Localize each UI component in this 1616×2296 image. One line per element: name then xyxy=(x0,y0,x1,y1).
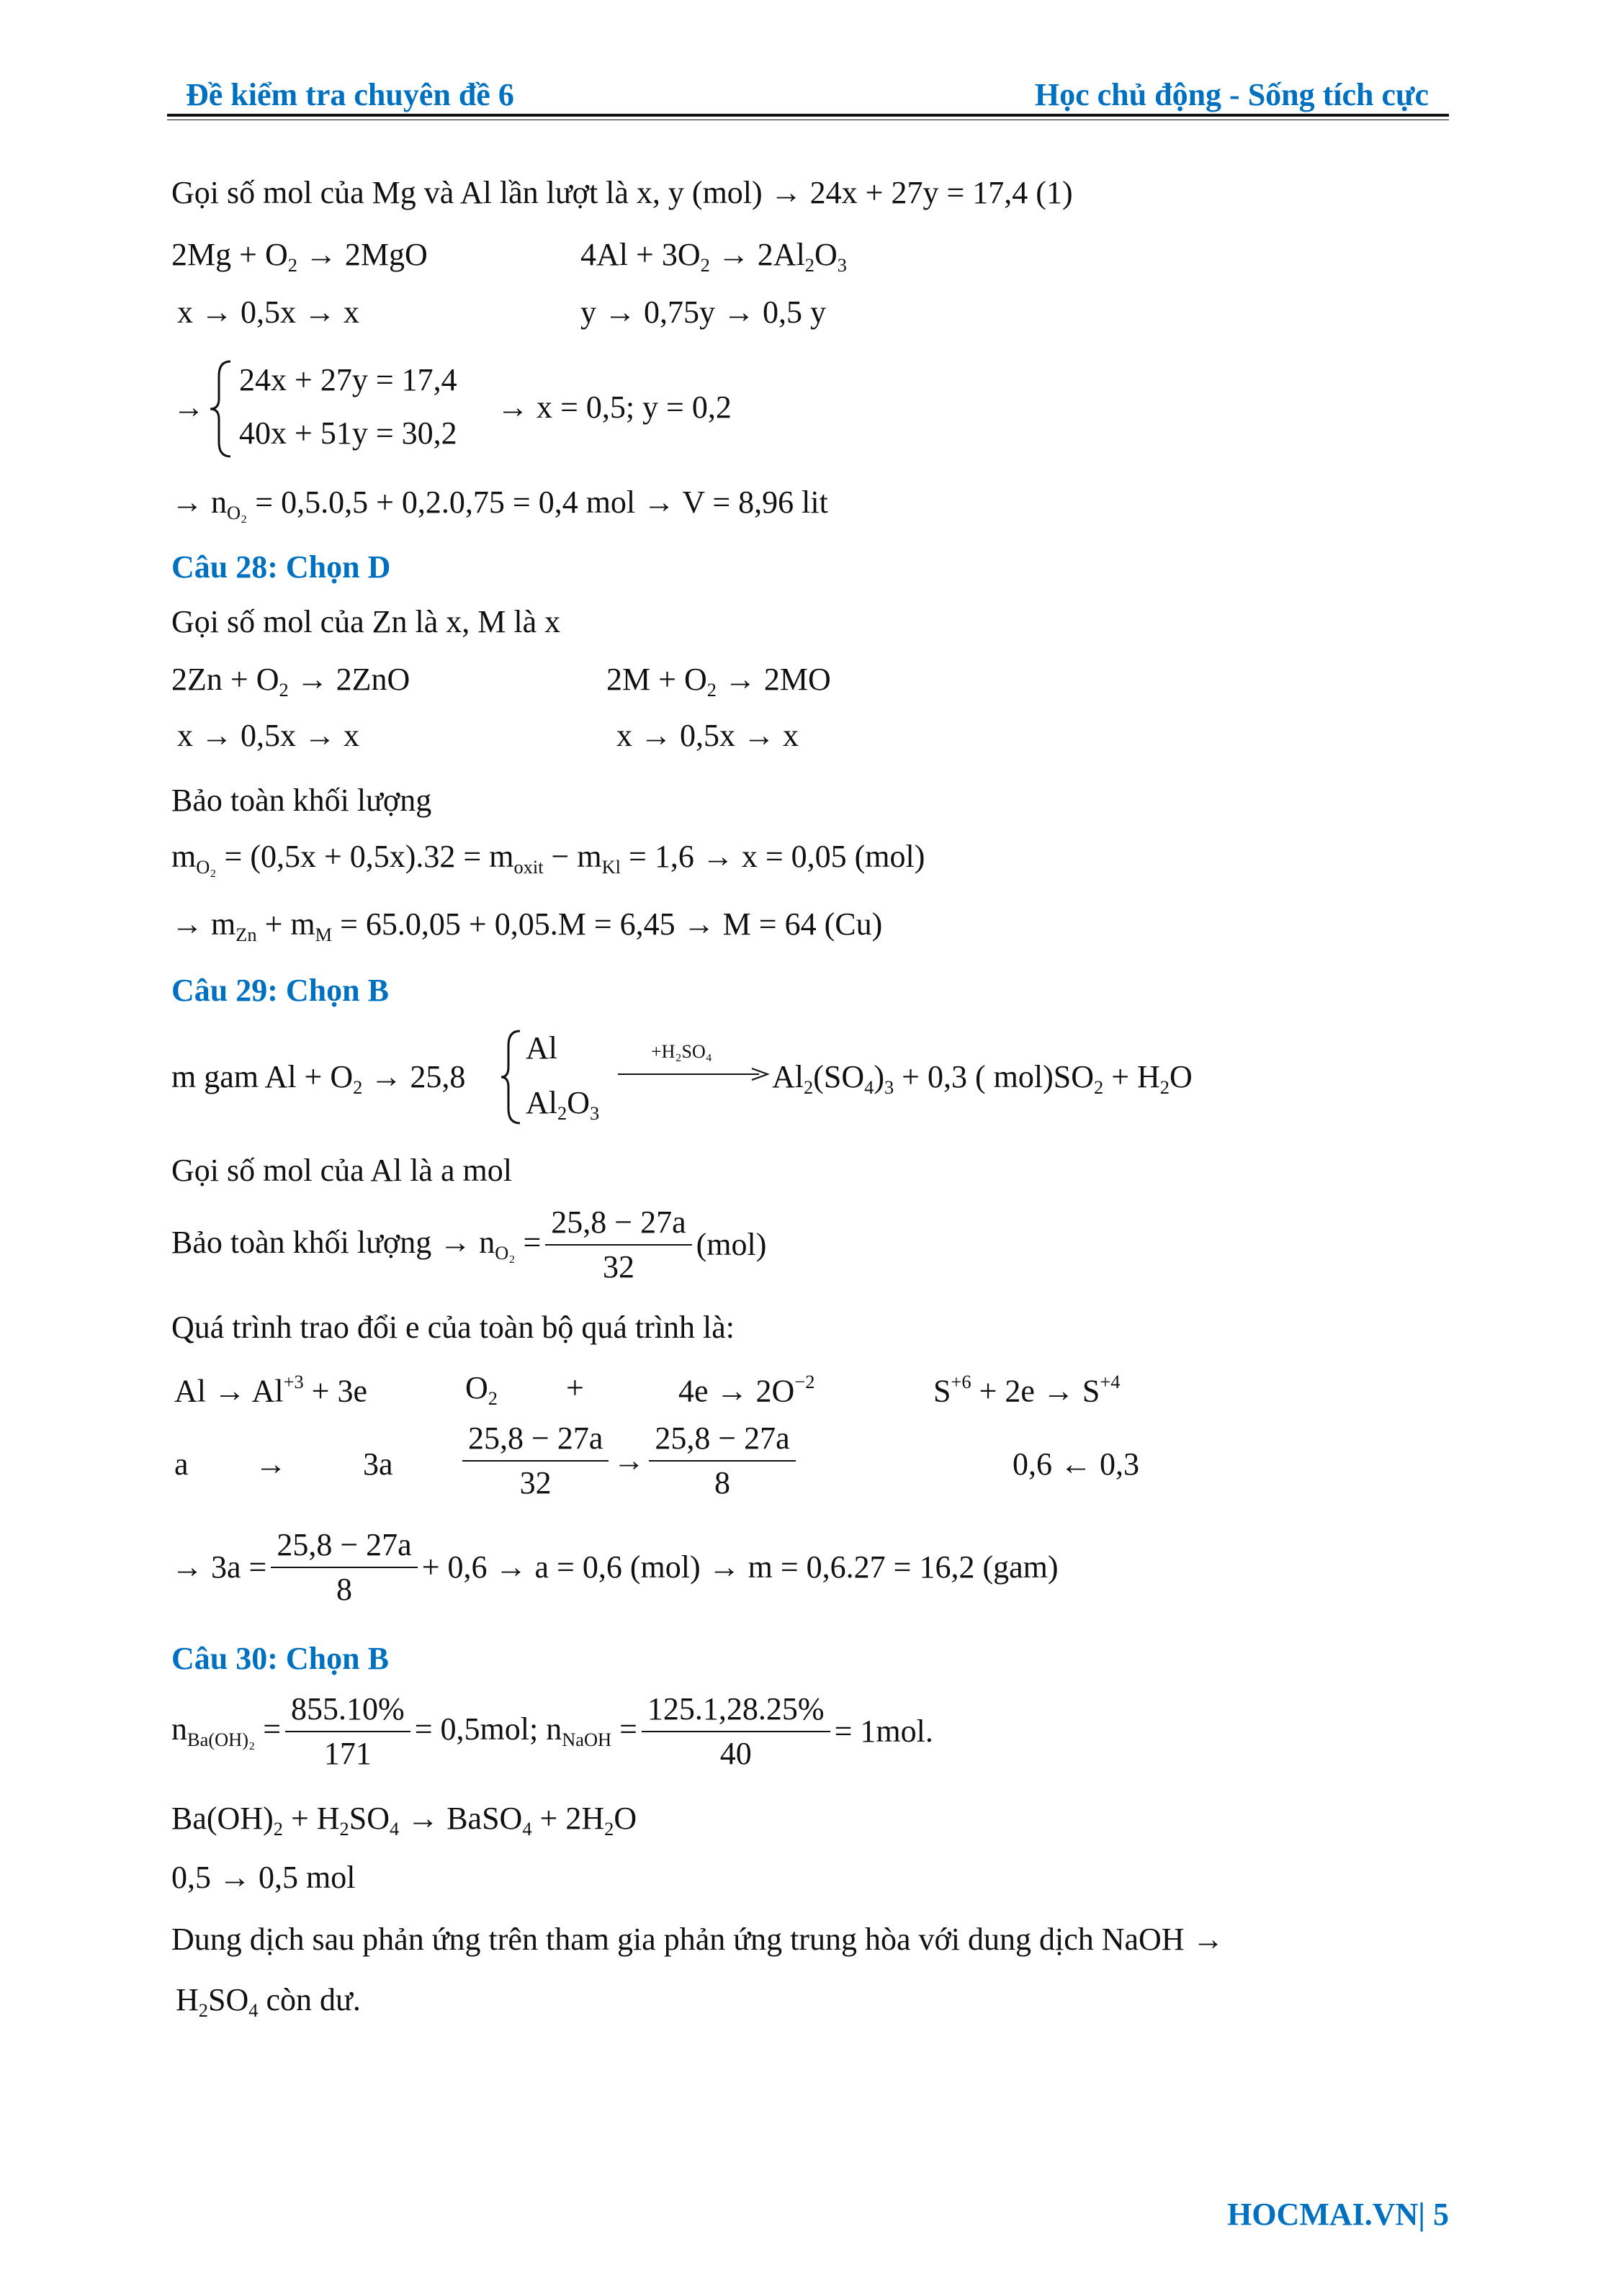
equation-mg: $2Mg + O_2 \to 2MgO$ xyxy=(171,237,428,276)
long-arrow-icon xyxy=(618,1067,771,1081)
equation-al: $4Al + 3O_2 \to 2Al_2O_3$ xyxy=(580,237,847,276)
text-line: Gọi số mol của Mg và Al lần lượt là x, y (mol) → 24x + 27y = 17,4 (1) xyxy=(171,175,1073,210)
question-30-heading: Câu 30: Chọn B xyxy=(171,1641,389,1676)
header-left: Đề kiểm tra chuyên đề 6 xyxy=(186,77,514,112)
question-29-heading: Câu 29: Chọn B xyxy=(171,973,389,1008)
half-reaction-o2: $O_2$ xyxy=(465,1370,498,1410)
mol-row-zn: x → 0,5x → x xyxy=(177,718,359,753)
reaction-products: $Al_2(SO_4)_3 + 0,3$ ( $mol)SO_2 + H_2O$ xyxy=(772,1059,1193,1099)
system-eq-2: 40x + 51y = 30,2 xyxy=(239,415,457,451)
text-line: Gọi số mol của Al là a mol xyxy=(171,1153,512,1188)
left-brace xyxy=(209,359,238,459)
footer-page-number: HOCMAI.VN| 5 xyxy=(1227,2197,1449,2232)
mol-row-baoh2: 0,5 → 0,5 mol xyxy=(171,1860,356,1895)
header-right: Học chủ động - Sống tích cực xyxy=(1034,77,1429,112)
mass-result-eq: → $m_{Zn} + m_M = 65.0,05 + 0,05.M = 6,45 \to M = 64$ (Cu) xyxy=(171,906,883,946)
text-line: Dung dịch sau phản ứng trên tham gia phản ứng trung hòa với dung dịch NaOH → xyxy=(171,1922,1224,1957)
equation-m: $2M + O_2 \to 2MO$ xyxy=(606,662,831,701)
mixture-al2o3: $Al_2O_3$ xyxy=(526,1085,600,1125)
mass-balance-eq: $m_{O_2} = (0,5x + 0,5x).32 = m_{oxit} - m_{Kl} = 1,6 \to x = 0,05$ (mol) xyxy=(171,839,925,878)
electron-balance-eq: → 3a = $\frac{25,8 - 27a}{8}$ + 0,6 → a = 0,6 (mol) → m = 0,6.27 = 16,2 (gam) xyxy=(171,1527,1059,1607)
text-line: Bảo toàn khối lượng xyxy=(171,783,432,818)
half-reaction-o: $4e \to 2O^{-2}$ xyxy=(678,1371,815,1409)
equation-baoh2: $Ba(OH)_2 + H_2SO_4$ → BaSO$_4$ + $2H_2O$ xyxy=(171,1801,637,1840)
text-line: $H_2SO_4$ còn dư. xyxy=(176,1982,361,2022)
mol-row-al: y → 0,75y → 0,5 y xyxy=(580,294,826,330)
row-s: 0,6 ← 0,3 xyxy=(1013,1446,1139,1482)
row-3a: 3a xyxy=(363,1446,393,1482)
electron-fractions: $\frac{25,8 - 27a}{32}$ → $\frac{25,8 - 27a}{8}$ xyxy=(458,1423,800,1499)
half-reaction-al: $Al \to Al^{+3} + 3e$ xyxy=(174,1371,368,1409)
row-a: a xyxy=(174,1446,189,1482)
system-result: → x = 0,5; y = 0,2 xyxy=(497,390,732,425)
mixture-al: Al xyxy=(526,1030,557,1066)
system-eq-1: 24x + 27y = 17,4 xyxy=(239,362,457,397)
text-line: Quá trình trao đổi e của toàn bộ quá trình là: xyxy=(171,1310,735,1345)
arrow-symbol: → xyxy=(173,390,205,425)
arrow-condition: +H₂SO₄ xyxy=(651,1041,712,1062)
mass-balance-fraction: Bảo toàn khối lượng → $n_{O_2}$ = $\frac{25,8 - 27a}{32}$ (mol) xyxy=(171,1205,767,1284)
half-reaction-s: $S^{+6} + 2e \to S^{+4}$ xyxy=(933,1371,1121,1409)
mol-row-m: x → 0,5x → x xyxy=(616,718,799,753)
text-line: Gọi số mol của Zn là x, M là x xyxy=(171,604,561,639)
mol-row-mg: x → 0,5x → x xyxy=(177,294,359,330)
arrow-symbol: → xyxy=(255,1446,287,1482)
moles-o2-line: → $n_{O_2} = 0,5.0,5 + 0,2.0,75 = 0,4$ mol → V = 8,96 lit xyxy=(171,485,828,524)
header-rule-thick xyxy=(167,114,1449,117)
reaction-scheme: m gam $Al + O_2 \to 25,8$ xyxy=(171,1059,466,1099)
equation-zn: $2Zn + O_2 \to 2ZnO$ xyxy=(171,662,410,701)
plus-sign: + xyxy=(566,1370,584,1405)
left-brace xyxy=(500,1028,524,1126)
question-28-heading: Câu 28: Chọn D xyxy=(171,549,391,585)
moles-base-line: $n_{Ba(OH)_2}$ = $\frac{855.10\%}{171}$ = 0,5mol; $n_{NaOH}$ = $\frac{125.1,28.25\%}{40}$ = 1mol. xyxy=(171,1691,933,1771)
